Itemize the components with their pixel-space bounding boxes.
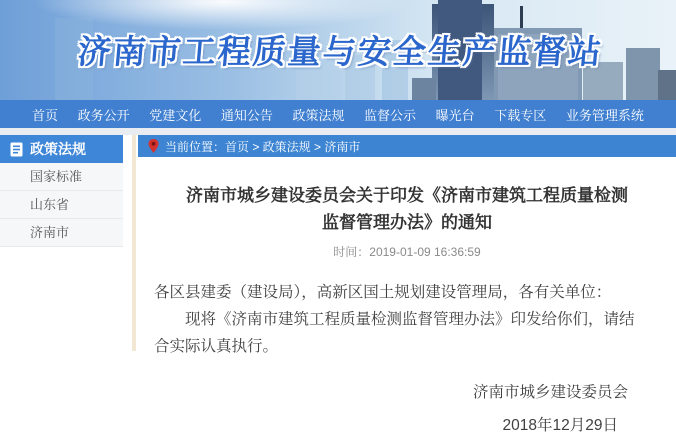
article-paragraph: 现将《济南市建筑工程质量检测监督管理办法》印发给你们，请结合实际认真执行。 <box>154 311 635 355</box>
site-title: 济南市工程质量与安全生产监督站 <box>76 33 605 70</box>
nav-item-downloads[interactable]: 下载专区 <box>494 107 547 123</box>
sidebar-header-label: 政策法规 <box>30 141 86 157</box>
sidebar-item-shandong-province[interactable]: 山东省 <box>0 191 123 219</box>
sidebar-item-jinan-city[interactable]: 济南市 <box>0 219 123 247</box>
nav-item-party-culture[interactable]: 党建文化 <box>149 107 202 123</box>
article-timestamp: 时间：2019-01-09 16:36:59 <box>333 245 481 259</box>
article-paragraph: 各区县建委（建设局），高新区国土规划建设管理局，各有关单位： <box>154 284 612 301</box>
location-pin-icon <box>148 139 159 153</box>
nav-item-exposure[interactable]: 曝光台 <box>435 107 475 123</box>
vertical-divider <box>132 135 136 351</box>
sidebar-header-policies[interactable] <box>0 135 123 163</box>
breadcrumb <box>138 135 676 157</box>
nav-item-supervision[interactable]: 监督公示 <box>364 107 417 123</box>
document-icon <box>10 142 23 157</box>
nav-item-notices[interactable]: 通知公告 <box>220 107 273 123</box>
article-title: 济南市城乡建设委员会关于印发《济南市建筑工程质量检测监督管理办法》的通知 <box>186 186 628 232</box>
breadcrumb-path[interactable]: 当前位置：首页 > 政策法规 > 济南市 <box>165 139 361 154</box>
content-area <box>0 135 676 434</box>
nav-item-gov-affairs[interactable]: 政务公开 <box>77 107 130 123</box>
article-signature: 济南市城乡建设委员会 <box>472 384 628 401</box>
main-nav <box>0 100 676 128</box>
article-body <box>154 279 646 360</box>
sidebar-item-list <box>0 163 123 247</box>
site-banner <box>0 0 676 100</box>
sidebar-item-national-standards[interactable]: 国家标准 <box>0 163 123 191</box>
sidebar-main-gap <box>123 135 138 425</box>
divider <box>0 128 676 135</box>
nav-item-policies[interactable]: 政策法规 <box>292 107 345 123</box>
article-date: 2018年12月29日 <box>502 417 618 434</box>
nav-item-business-system[interactable]: 业务管理系统 <box>565 107 644 123</box>
main-panel <box>138 135 676 434</box>
nav-item-home[interactable]: 首页 <box>32 107 59 123</box>
sidebar <box>0 135 123 425</box>
